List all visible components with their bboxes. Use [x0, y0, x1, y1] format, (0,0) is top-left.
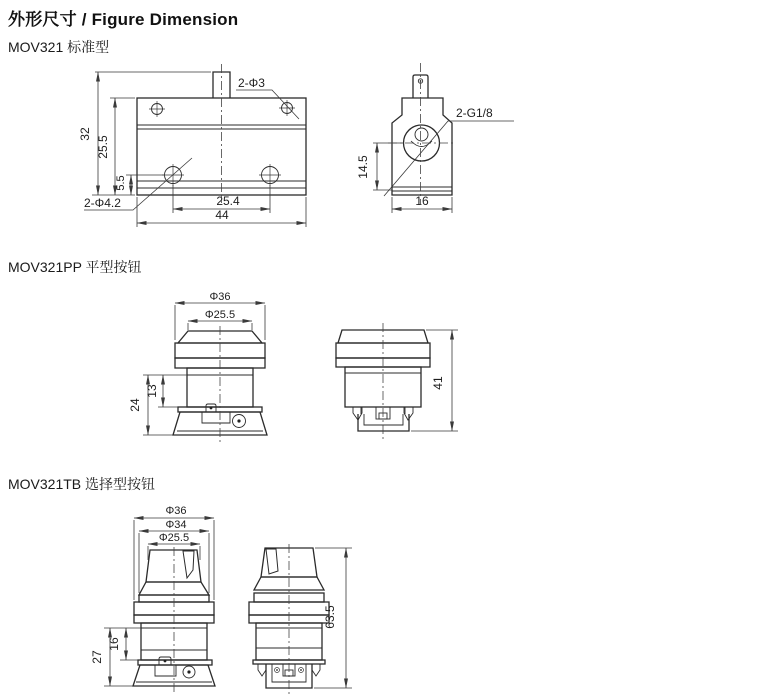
base-notch: [202, 412, 230, 423]
dim-base-height-label: 24: [128, 398, 142, 412]
dim-total-height-label: 41: [431, 376, 445, 390]
dim-button-dia-label: Φ25.5: [204, 309, 236, 321]
dim-top-holes-label: 2-Φ3: [238, 76, 265, 90]
mov321pp-front-drawing: [120, 288, 320, 448]
mount-hook-right: [312, 664, 320, 676]
dim-width-label: 44: [215, 208, 229, 222]
mounting-hole-top-left: [149, 101, 165, 117]
dim-hole-pitch-label: 25.4: [216, 194, 240, 208]
mov321tb-front-drawing: [90, 503, 270, 693]
mov321pp-side-drawing: [320, 318, 470, 446]
dim-base-height-label: 27: [90, 650, 104, 664]
bracket-outer: [358, 414, 409, 431]
knob-pointer: [266, 549, 278, 574]
section-mov321tb-label: MOV321TB 选择型按钮: [8, 476, 156, 492]
mov321pp-front-dimensions-left: [128, 375, 187, 435]
mov321-front-drawing: [60, 58, 390, 233]
dim-body-height-label: 13: [145, 384, 159, 398]
dim-outer-dia-label: Φ36: [209, 291, 231, 303]
mov321pp-side-dimensions: [411, 330, 458, 431]
mov321-front-dimensions: [78, 72, 306, 227]
dim-ports-label: 2-G1/8: [456, 106, 493, 120]
dim-body-height-label: 16: [107, 637, 121, 651]
dim-knob-dia-label: Φ25.5: [158, 532, 190, 544]
dim-total-height-label: 63.5: [323, 605, 337, 629]
mov321tb-side-drawing: [245, 540, 410, 696]
mov321tb-front-dimensions-left: [90, 628, 141, 686]
base-notch: [155, 665, 176, 676]
mov321-side-drawing: [350, 55, 525, 220]
mounting-hole-top-right: [279, 100, 295, 116]
page-title: 外形尺寸 / Figure Dimension: [8, 10, 239, 29]
bracket-screw-left: [275, 668, 280, 673]
knurled-port: [183, 666, 195, 678]
mov321-side-outline: [392, 75, 452, 195]
knurled-port: [233, 415, 246, 428]
dim-total-height-label: 32: [78, 127, 92, 141]
dim-outer-dia-label: Φ36: [165, 505, 187, 517]
bracket-screw-right: [299, 668, 304, 673]
mount-hook-left: [258, 664, 266, 676]
bracket-inner: [364, 414, 403, 425]
dim-bottom-holes-label: 2-Φ4.2: [84, 196, 121, 210]
dim-hole-offset-label: 5.5: [115, 175, 127, 191]
dim-body-height-label: 25.5: [96, 135, 110, 159]
knob-pointer: [183, 551, 194, 578]
section-mov321pp-label: MOV321PP 平型按钮: [8, 259, 142, 275]
dim-port-height-label: 14.5: [356, 155, 370, 179]
mov321-side-dimensions: [356, 106, 514, 213]
dim-ring-dia-label: Φ34: [165, 519, 187, 531]
section-mov321-label: MOV321 标准型: [8, 39, 110, 55]
mounting-hole-bottom-right: [259, 164, 281, 186]
dim-depth-label: 16: [415, 194, 429, 208]
